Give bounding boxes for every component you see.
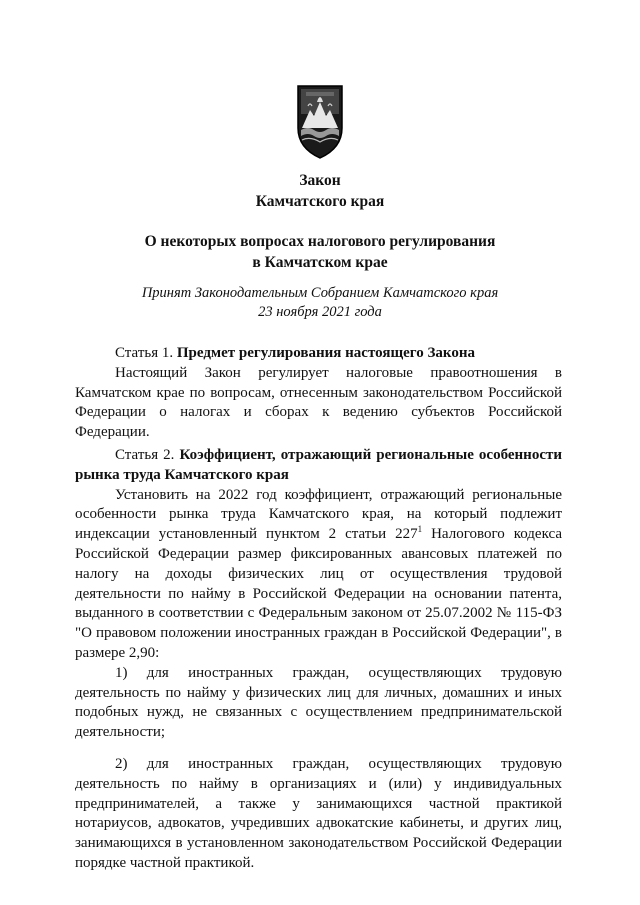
article-1-text: Настоящий Закон регулирует налоговые правоотношения в Камчатском крае по вопросам, отнесенным законодательством Российской Федерации о налогах и сборах к ведению субъектов Российской Федерации.: [75, 364, 562, 441]
article-1-label: Статья 1.: [115, 345, 174, 361]
region-name: Камчатского края: [255, 193, 385, 210]
adopted-line1: Принят Законодательным Собранием Камчатского края: [141, 285, 499, 301]
law-title-line2: в Камчатском крае: [252, 254, 388, 271]
adopted-line2: 23 ноября 2021 года: [258, 304, 382, 320]
doc-type: Закон: [299, 172, 341, 189]
article-1-title: Предмет регулирования настоящего Закона: [176, 345, 475, 361]
article-1-heading: [75, 344, 562, 364]
article-2-item-2: 2) для иностранных граждан, осуществляющих трудовую деятельность по найму в организациях и (или) у индивидуальных предпринимателей, а также у занимающихся частной практикой нотариусов, адвокатов, учредивших адвокатские кабинеты, и других лиц, занимающихся в установленном законодательством Российской Федерации порядке частной практикой.: [75, 755, 562, 871]
article-2-intro-a: Установить на 2022 год коэффициент, отражающий региональные особенности рынка труда Камчатского края, на который подлежит индексации установленный пунктом 2 статьи 227: [75, 486, 562, 543]
article-2-heading: [75, 446, 562, 486]
article-2: [75, 446, 562, 874]
article-2-item-1: 1) для иностранных граждан, осуществляющих трудовую деятельность по найму у физических лиц для личных, домашних и иных подобных нужд, не связанных с осуществлением предпринимательской деятельности;: [75, 664, 562, 741]
article-2-label: Статья 2.: [115, 447, 175, 463]
article-1: [75, 344, 562, 443]
article-2-intro-sup: 1: [417, 524, 423, 535]
article-2-title: Коэффициент, отражающий региональные особенности рынка труда Камчатского края: [75, 447, 562, 483]
article-2-intro: [75, 486, 562, 664]
law-title-line1: О некоторых вопросах налогового регулирования: [144, 233, 496, 250]
article-2-intro-b: Налогового кодекса Российской Федерации размер фиксированных авансовых платежей по налогу на доходы физических лиц от осуществления трудовой деятельности по найму в Российской Федерации на основании патента, выданного в соответствии с Федеральным законом от 25.07.2002 № 115-ФЗ "О правовом положении иностранных граждан в Российской Федерации", в размере 2,90:: [75, 526, 562, 661]
kamchatka-coat-of-arms-icon: [296, 84, 344, 160]
